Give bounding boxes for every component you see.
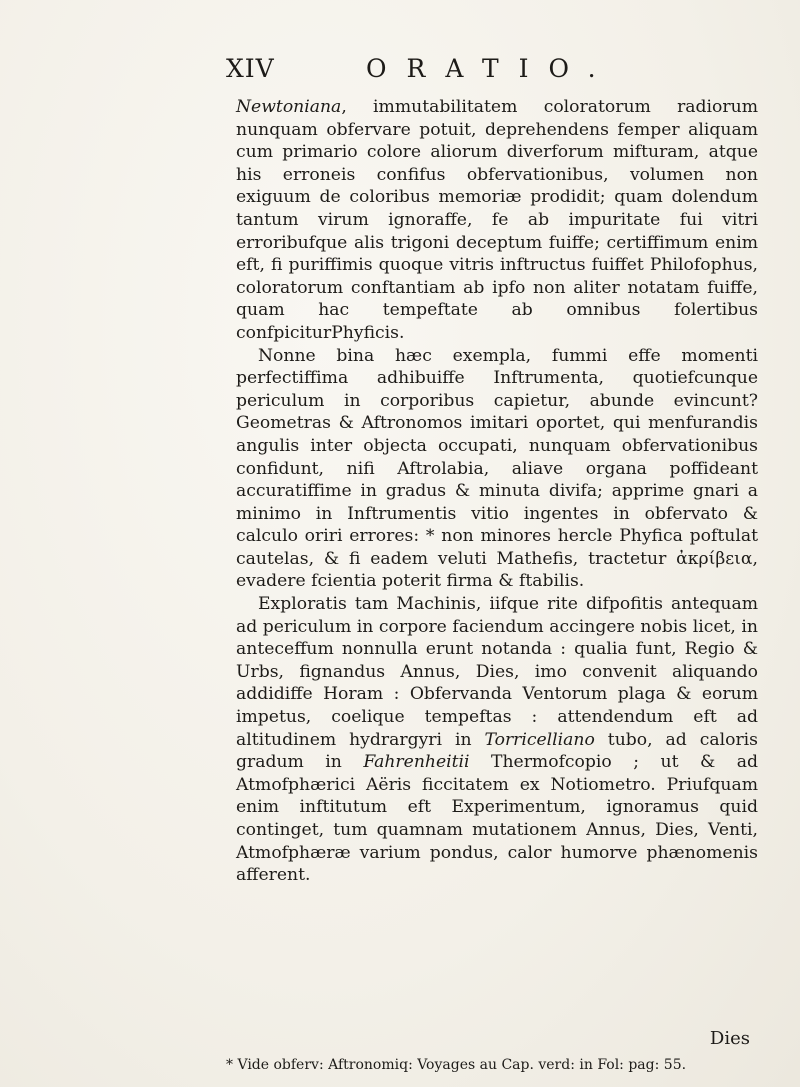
paragraph-2-text-before: Nonne bina hæc exempla, fummi effe momenti perfectiffima adhibuiffe Inftrumenta, quotiefcunque periculum in corporibus capietur, abunde evincunt? Geometras & Aftronomos imitari oportet, qui menfurandis angulis inter objecta occupati, nunquam obfervationibus confidunt, nifi Aftrolabia, aliave organa poffideant accuratiffime in gradus & minuta divifa; apprime gnari a minimo in Inftrumentis vitio ingentes in obfervato & calculo oriri errores: * non minores hercle Phyfica poftulat cautelas, & fi eadem veluti Mathefis, tractetur xyxy=(236,345,758,569)
paragraph-2 xyxy=(236,345,758,594)
paragraph-2-text-after: , evadere fcientia poterit firma & ftabilis. xyxy=(236,548,758,592)
greek-word: ἀκρίβεια xyxy=(676,548,753,569)
paragraph-1 xyxy=(236,96,758,345)
paragraph-3 xyxy=(236,593,758,887)
italic-term-fahrenheitii: Fahrenheitii xyxy=(363,752,470,773)
paragraph-1-text: , immutabilitatem coloratorum radiorum nunquam obfervare potuit, deprehendens femper aliquam cum primario colore aliorum diverforum mifturam, atque his erroneis confifus obfervationibus, volumen non exiguum de coloribus memoriæ prodidit; quam dolendum tantum virum ignoraffe, fe ab impuritate fui vitri erroribufque alis trigoni deceptum fuiffe; certiffimum enim eft, fi puriffimis quoque vitris inftructus fuiffet Philofophus, coloratorum conftantiam ab ipfo non aliter notatam fuiffe, quam hac tempeftate ab omnibus folertibus confpiciturPhyficis. xyxy=(236,97,758,343)
catchword: Dies xyxy=(709,1028,750,1049)
page-number: XIV xyxy=(226,54,275,83)
running-title: ORATIO. xyxy=(366,54,616,83)
paragraph-3-text-2: tubo, ad caloris gradum in xyxy=(236,729,758,773)
running-head xyxy=(226,54,746,94)
catchword-line xyxy=(236,1028,758,1052)
paragraph-3-text-1: Exploratis tam Machinis, iifque rite difpofitis antequam ad periculum in corpore faciendum accingere nobis licet, in anteceffum nonnulla erunt notanda : qualia funt, Regio & Urbs, fignandus Annus, Dies, imo convenit aliquando addidiffe Horam : Obfervanda Ventorum plaga & eorum impetus, coelique tempeftas : attendendum eft ad altitudinem hydrargyri in xyxy=(236,594,758,750)
paragraph-3-text-3: Thermofcopio ; ut & ad Atmofphærici Aëris ficcitatem ex Notiometro. Priufquam enim inftitutum eft Experimentum, ignoramus quid continget, tum quamnam mutationem Annus, Dies, Venti, Atmofphæræ varium pondus, calor humorve phænomenis afferent. xyxy=(236,752,758,886)
body-text xyxy=(236,96,758,887)
italic-term-newtoniana: Newtoniana xyxy=(236,97,342,117)
footnote: * Vide obferv: Aftronomiq: Voyages au Cap. verd: in Fol: pag: 55. xyxy=(226,1057,687,1073)
italic-term-torricelliano: Torricelliano xyxy=(484,729,595,750)
